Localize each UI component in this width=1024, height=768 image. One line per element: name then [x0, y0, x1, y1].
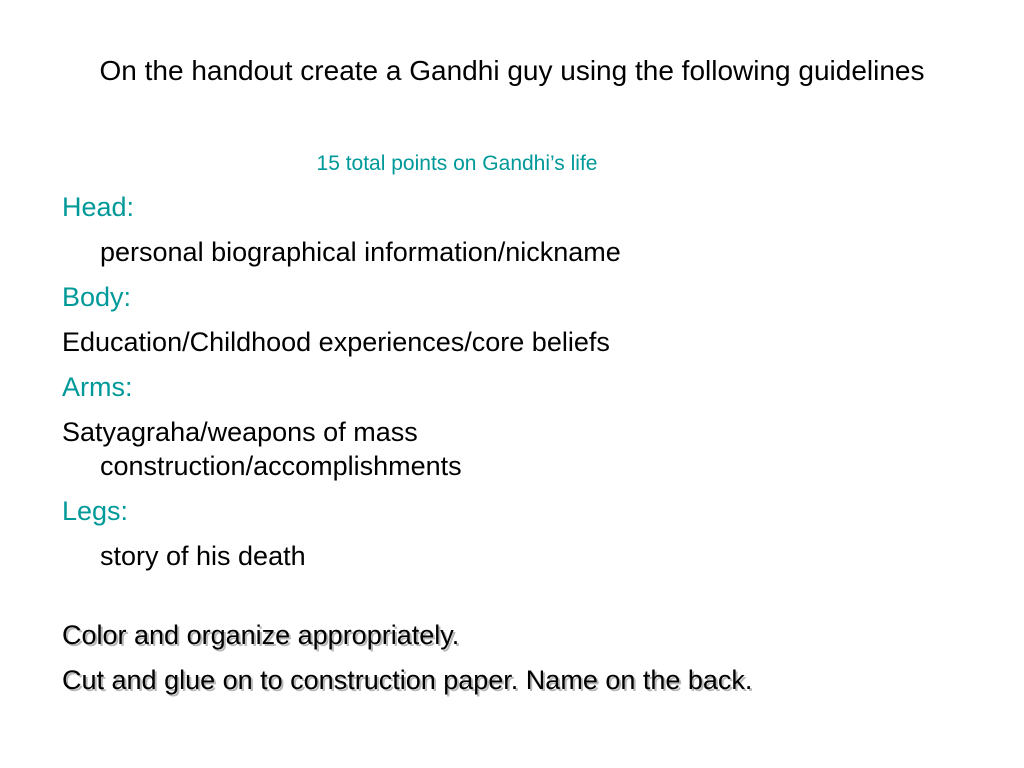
head-text: personal biographical information/nickname [100, 237, 621, 267]
arms-text-line-2: construction/accomplishments [100, 451, 462, 481]
body-heading: Body: [62, 282, 132, 312]
instruction-color: Color and organize appropriately. [62, 620, 460, 650]
arms-text-line-1: Satyagraha/weapons of mass [62, 417, 418, 447]
arms-heading: Arms: [62, 372, 133, 402]
body-text: Education/Childhood experiences/core beliefs [62, 327, 610, 357]
legs-heading: Legs: [62, 496, 129, 526]
instruction-cut-glue: Cut and glue on to construction paper. Name on the back. [62, 665, 753, 695]
slide-body [62, 190, 962, 697]
head-heading: Head: [62, 192, 135, 222]
legs-text: story of his death [100, 541, 306, 571]
spacer [62, 573, 962, 618]
slide-title: On the handout create a Gandhi guy using the following guidelines [99, 55, 925, 86]
arms-text [62, 415, 962, 483]
slide-subtitle: 15 total points on Gandhi’s life [316, 152, 598, 175]
